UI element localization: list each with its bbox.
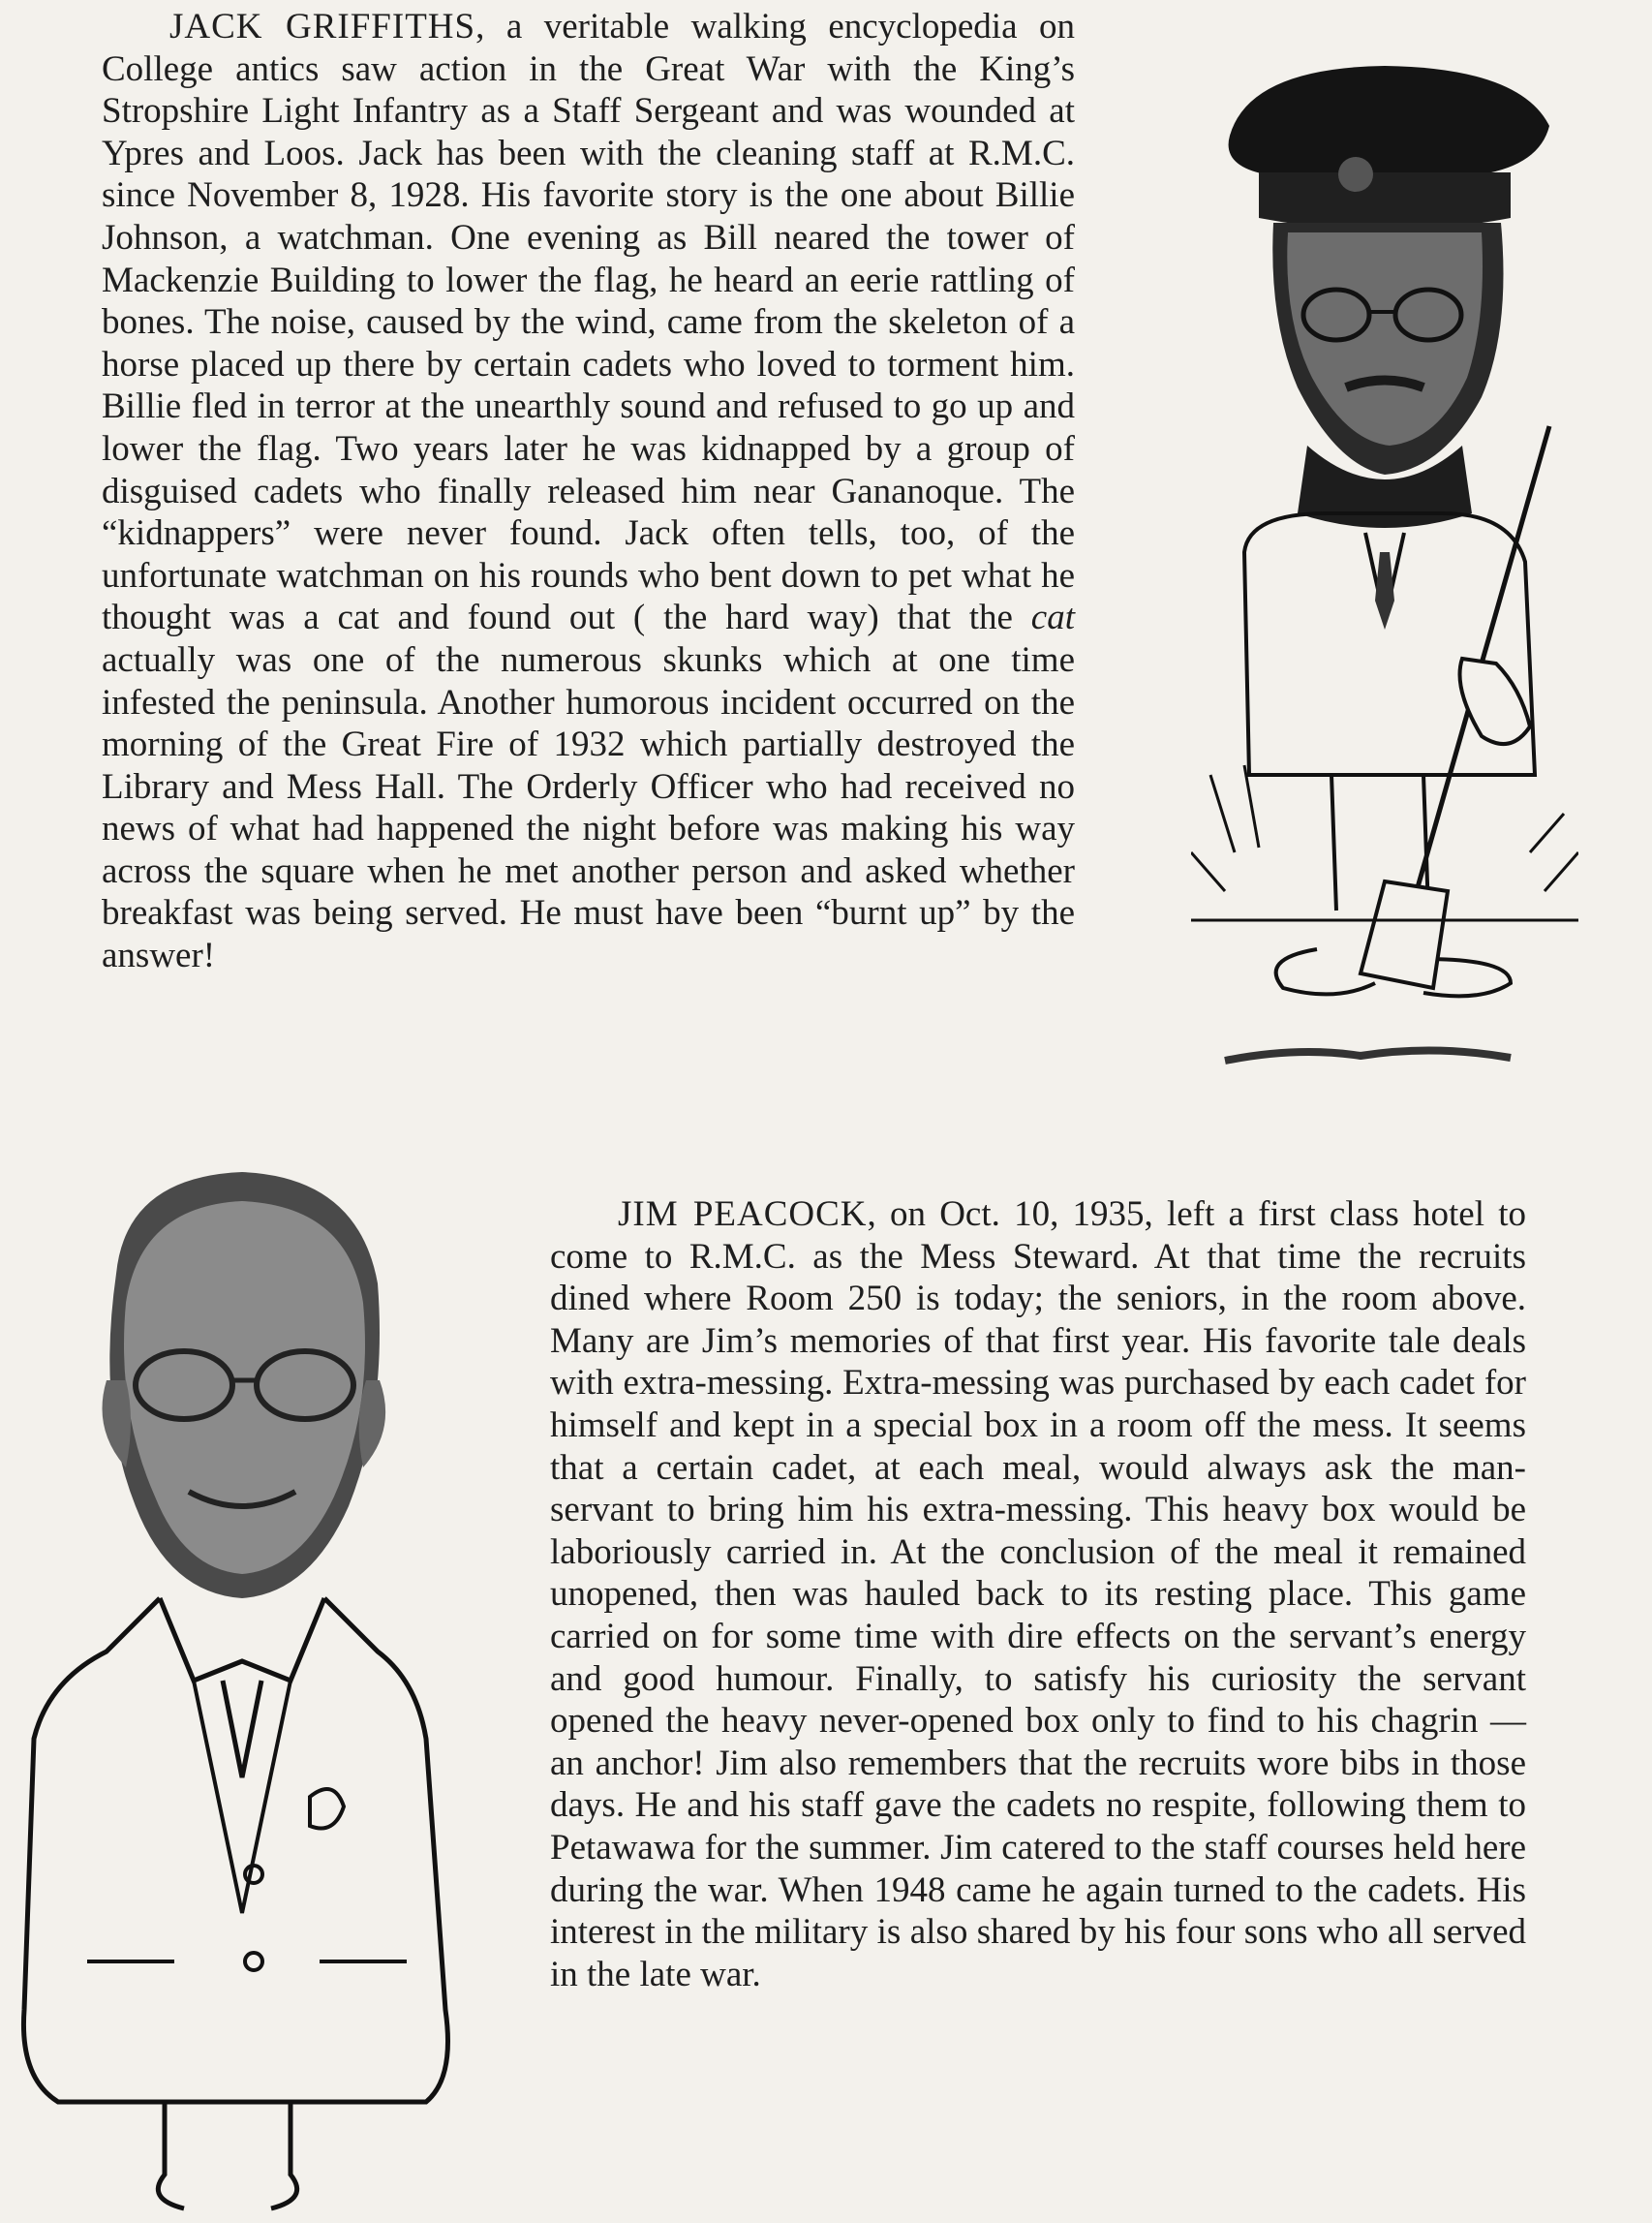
griffiths-paragraph [102, 6, 1075, 977]
peacock-caricature [0, 1158, 465, 2218]
broom-head-icon [1361, 881, 1448, 988]
griffiths-caricature-drawing [1191, 58, 1578, 1085]
griffiths-text-part-1: , a veritable walking encyclopedia on College antics saw action in the Great War with the King’s Stropshire Light Infantry as a Staff Sergeant and was wounded at Ypres and Loos. Jack has been with the cleaning staff at R.M.C. since November 8, 1928. His favorite story is the one about Billie Johnson, a watchman. One evening as Bill neared the tower of Mackenzie Building to lower the flag, he heard an eerie rattling of bones. The noise, caused by the wind, came from the skeleton of a horse placed up there by certain cadets who loved to torment him. Billie fled in terror at the unearthly sound and refused to go up and lower the flag. Two years later he was kidnapped by a group of disguised cadets who finally released him near Gananoque. The “kidnappers” were never found. Jack often tells, too, of the unfortunate watchman on his rounds who bent down to pet what he thought was a cat and found out ( the hard way) that the [102, 7, 1075, 638]
griffiths-caricature [1191, 58, 1578, 1085]
peacock-paragraph [550, 1193, 1526, 1995]
peacock-text: , on Oct. 10, 1935, left a first class hotel to come to R.M.C. as the Mess Steward. At that time the recruits dined where Room 250 is today; the seniors, in the room above. Many are Jim’s memories of that first year. His favorite tale deals with extra-messing. Extra-messing was purchased by each cadet for himself and kept in a special box in a room off the mess. It seems that a certain cadet, at each meal, would always ask the man-servant to bring him his extra-messing. This heavy box would be laboriously carried in. At the conclusion of the meal it remained unopened, then was hauled back to its resting place. This game carried on for some time with dire effects on the servant’s energy and good humour. Finally, to satisfy his curiosity the servant opened the heavy never-opened box only to find to his chagrin — an anchor! Jim also remembers that the recruits wore bibs in those days. He and his staff gave the cadets no respite, following them to Petawawa for the summer. Jim catered to the staff courses held here during the war. When 1948 came he again turned to the cadets. His interest in the military is also shared by his four sons who all served in the late war. [550, 1194, 1526, 1994]
griffiths-name: JACK GRIFFITHS [169, 7, 476, 46]
peacock-name: JIM PEACOCK [618, 1194, 868, 1234]
peacock-caricature-drawing [0, 1158, 465, 2218]
cap-badge-icon [1338, 157, 1373, 192]
griffiths-text-part-2: actually was one of the numerous skunks which at one time infested the peninsula. Another humorous incident occurred on the morning of the Great Fire of 1932 which partially destroyed the Library and Mess Hall. The Orderly Officer who had received no news of what had happened the night before was making his way across the square when he met another person and asked whether breakfast was being served. He must have been “burnt up” by the answer! [102, 639, 1075, 976]
lapel-badge-icon [310, 1789, 344, 1829]
griffiths-article [102, 6, 1075, 977]
coat-button-icon [245, 1866, 262, 1883]
griffiths-italic-word: cat [1030, 598, 1075, 638]
peacock-article [550, 1193, 1526, 1995]
coat-button-icon [245, 1953, 262, 1970]
